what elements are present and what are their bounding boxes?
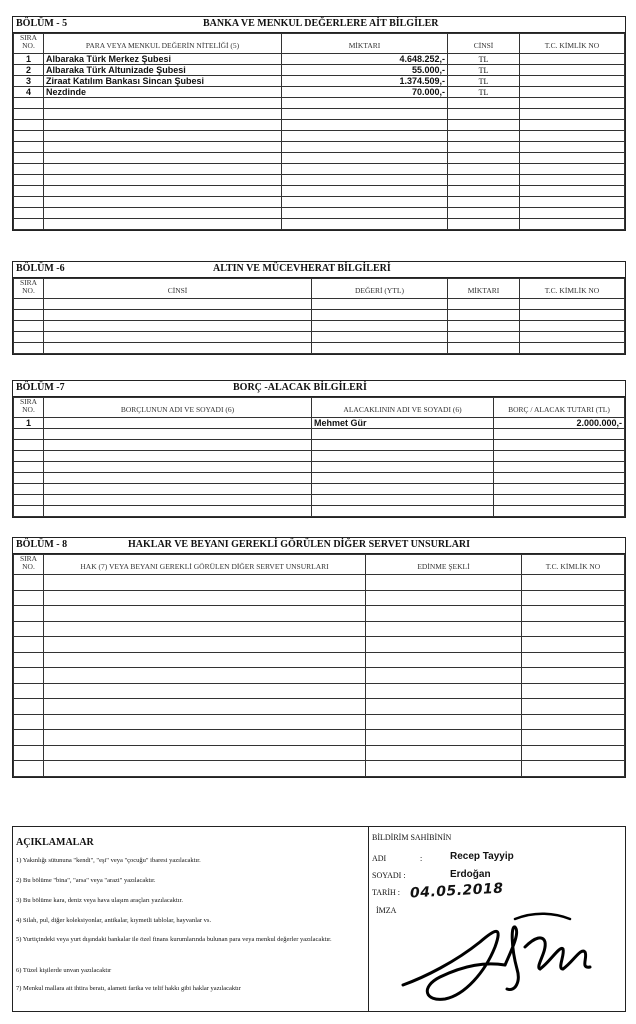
- name-value: Recep Tayyip: [450, 851, 514, 862]
- section-5-header: [13, 17, 625, 33]
- col-header-tutar: BORÇ / ALACAK TUTARI (TL): [494, 398, 625, 418]
- table-row: [14, 310, 625, 321]
- table-cell: [494, 506, 625, 517]
- signature-image: [385, 907, 620, 1007]
- asset-name: Nezdinde: [44, 87, 282, 98]
- table-row: [14, 668, 625, 684]
- notes-title: AÇIKLAMALAR: [16, 837, 94, 848]
- table-row: [14, 343, 625, 354]
- table-cell: [14, 575, 44, 591]
- table-cell: [282, 186, 448, 197]
- table-cell: [520, 153, 625, 164]
- note-item: 3) Bu bölüme kara, deniz veya hava ulaşım araçları yazılacaktır.: [16, 897, 183, 904]
- table-cell: [14, 175, 44, 186]
- table-row: [14, 637, 625, 653]
- note-item: 4) Silah, pul, diğer koleksiyonlar, antikalar, kıymetli tablolar, hayvanlar vs.: [16, 917, 212, 924]
- table-cell: [14, 299, 44, 310]
- table-row: [14, 109, 625, 120]
- row-number: 1: [14, 54, 44, 65]
- table-cell: [14, 451, 44, 462]
- creditor-name: Mehmet Gür: [312, 418, 494, 429]
- section-8-header: [13, 538, 625, 554]
- table-cell: [522, 606, 625, 622]
- section-7: [12, 380, 626, 518]
- table-cell: [312, 451, 494, 462]
- table-cell: [366, 683, 522, 699]
- table-cell: [366, 621, 522, 637]
- table-cell: [44, 186, 282, 197]
- table-header-row: [14, 398, 625, 418]
- table-row: [14, 473, 625, 484]
- table-cell: [522, 575, 625, 591]
- table-cell: [522, 621, 625, 637]
- col-header-deger: DEĞERİ (YTL): [312, 279, 448, 299]
- table-cell: [282, 120, 448, 131]
- table-row: [14, 495, 625, 506]
- note-item: 7) Menkul mallara ait ihtira beratı, alameti farika ve telif hakkı gibi haklar yazılacaktır: [16, 985, 241, 992]
- table-cell: [312, 506, 494, 517]
- table-row: [14, 714, 625, 730]
- table-cell: [282, 131, 448, 142]
- table-cell: [14, 429, 44, 440]
- table-cell: [14, 590, 44, 606]
- asset-currency: TL: [448, 54, 520, 65]
- table-row: [14, 131, 625, 142]
- table-cell: [44, 637, 366, 653]
- table-cell: [14, 98, 44, 109]
- table-row: [14, 76, 625, 87]
- col-header-tc: T.C. KİMLİK NO: [522, 555, 625, 575]
- table-row: [14, 164, 625, 175]
- table-cell: [520, 109, 625, 120]
- table-cell: [522, 761, 625, 777]
- section-8-number: BÖLÜM - 8: [16, 539, 68, 550]
- table-cell: [14, 484, 44, 495]
- table-cell: [44, 429, 312, 440]
- table-cell: [282, 219, 448, 230]
- section-8-table: [13, 554, 625, 777]
- table-cell: [520, 98, 625, 109]
- asset-currency: TL: [448, 76, 520, 87]
- table-row: [14, 98, 625, 109]
- asset-amount: 55.000,-: [282, 65, 448, 76]
- table-cell: [44, 714, 366, 730]
- table-row: [14, 142, 625, 153]
- note-item: 6) Tüzel kişilerde unvan yazılacaktır: [16, 967, 112, 974]
- table-row: [14, 730, 625, 746]
- table-cell: [44, 343, 312, 354]
- table-cell: [312, 473, 494, 484]
- table-cell: [520, 299, 625, 310]
- table-cell: [522, 714, 625, 730]
- note-item: 2) Bu bölüme "bina", "arsa" veya "arazi" yazılacaktır.: [16, 877, 156, 884]
- table-cell: [14, 186, 44, 197]
- table-header-row: [14, 279, 625, 299]
- asset-name: Albaraka Türk Altunizade Şubesi: [44, 65, 282, 76]
- section-7-title: BORÇ -ALACAK BİLGİLERİ: [233, 382, 367, 393]
- col-header-borclu: BORÇLUNUN ADI VE SOYADI (6): [44, 398, 312, 418]
- table-cell: [14, 495, 44, 506]
- table-cell: [522, 637, 625, 653]
- table-cell: [448, 164, 520, 175]
- table-cell: [14, 343, 44, 354]
- row-number: 3: [14, 76, 44, 87]
- surname-label: SOYADI :: [372, 871, 406, 880]
- asset-amount: 70.000,-: [282, 87, 448, 98]
- table-cell: [522, 745, 625, 761]
- table-cell: [366, 714, 522, 730]
- table-cell: [44, 506, 312, 517]
- table-cell: [14, 714, 44, 730]
- table-cell: [520, 175, 625, 186]
- row-number: 2: [14, 65, 44, 76]
- table-cell: [14, 652, 44, 668]
- table-cell: [14, 332, 44, 343]
- notes-panel: [13, 827, 369, 1011]
- table-cell: [44, 451, 312, 462]
- table-cell: [312, 332, 448, 343]
- table-cell: [366, 606, 522, 622]
- table-cell: [520, 219, 625, 230]
- section-8-title: HAKLAR VE BEYANI GEREKLİ GÖRÜLEN DİĞER SERVET UNSURLARI: [128, 539, 471, 550]
- table-cell: [448, 343, 520, 354]
- table-cell: [494, 473, 625, 484]
- table-cell: [448, 186, 520, 197]
- row-number: 1: [14, 418, 44, 429]
- table-cell: [312, 440, 494, 451]
- table-cell: [14, 637, 44, 653]
- table-cell: [366, 699, 522, 715]
- section-5: [12, 16, 626, 231]
- table-cell: [494, 495, 625, 506]
- table-cell: [520, 131, 625, 142]
- table-cell: [366, 668, 522, 684]
- table-cell: [14, 321, 44, 332]
- section-6-number: BÖLÜM -6: [16, 263, 65, 274]
- table-row: [14, 621, 625, 637]
- table-row: [14, 65, 625, 76]
- table-cell: [44, 321, 312, 332]
- table-cell: [282, 164, 448, 175]
- asset-currency: TL: [448, 65, 520, 76]
- table-cell: [494, 440, 625, 451]
- table-cell: [44, 473, 312, 484]
- table-cell: [44, 109, 282, 120]
- table-cell: [44, 219, 282, 230]
- table-cell: [14, 473, 44, 484]
- table-row: [14, 745, 625, 761]
- table-cell: [448, 310, 520, 321]
- table-row: [14, 451, 625, 462]
- table-cell: [520, 164, 625, 175]
- asset-currency: TL: [448, 87, 520, 98]
- table-row: [14, 175, 625, 186]
- table-cell: [44, 310, 312, 321]
- table-cell: [14, 208, 44, 219]
- table-cell: [44, 484, 312, 495]
- note-item: 1) Yakınlığı sütununa "kendi", "eşi" veya "çocuğu" ibaresi yazılacaktır.: [16, 857, 201, 864]
- table-cell: [312, 495, 494, 506]
- table-cell: [44, 621, 366, 637]
- table-header-row: [14, 34, 625, 54]
- col-header-alacakli: ALACAKLININ ADI VE SOYADI (6): [312, 398, 494, 418]
- row-number: 4: [14, 87, 44, 98]
- table-cell: [448, 109, 520, 120]
- table-cell: [448, 131, 520, 142]
- table-cell: [494, 429, 625, 440]
- table-cell: [366, 590, 522, 606]
- table-cell: [282, 175, 448, 186]
- table-cell: [282, 109, 448, 120]
- table-row: [14, 197, 625, 208]
- table-cell: [282, 153, 448, 164]
- table-cell: [14, 440, 44, 451]
- table-cell: [520, 310, 625, 321]
- table-cell: [312, 299, 448, 310]
- col-header-miktar: MİKTARI: [282, 34, 448, 54]
- table-row: [14, 429, 625, 440]
- table-cell: [520, 197, 625, 208]
- col-header-sira: SIRA NO.: [14, 555, 44, 575]
- table-row: [14, 120, 625, 131]
- section-8: [12, 537, 626, 778]
- col-header-sira: SIRA NO.: [14, 279, 44, 299]
- table-cell: [14, 219, 44, 230]
- table-row: [14, 462, 625, 473]
- table-row: [14, 299, 625, 310]
- table-row: [14, 208, 625, 219]
- asset-name: Ziraat Katılım Bankası Sincan Şubesi: [44, 76, 282, 87]
- table-cell: [494, 484, 625, 495]
- table-cell: [282, 98, 448, 109]
- table-cell: [44, 197, 282, 208]
- table-row: [14, 54, 625, 65]
- table-cell: [14, 109, 44, 120]
- col-header-cinsi: CİNSİ: [448, 34, 520, 54]
- table-cell: [44, 495, 312, 506]
- table-cell: [522, 683, 625, 699]
- table-cell: [448, 142, 520, 153]
- col-header-cinsi: CİNSİ: [44, 279, 312, 299]
- asset-amount: 1.374.509,-: [282, 76, 448, 87]
- table-cell: [312, 321, 448, 332]
- debt-amount: 2.000.000,-: [494, 418, 625, 429]
- table-cell: [14, 153, 44, 164]
- table-cell: [282, 208, 448, 219]
- table-cell: [282, 197, 448, 208]
- table-row: [14, 219, 625, 230]
- table-cell: [522, 652, 625, 668]
- declarant-panel: [370, 827, 624, 1011]
- table-cell: [312, 429, 494, 440]
- section-6-title: ALTIN VE MÜCEVHERAT BİLGİLERİ: [213, 263, 391, 274]
- table-cell: [14, 120, 44, 131]
- table-cell: [520, 321, 625, 332]
- table-row: [14, 761, 625, 777]
- table-cell: [448, 175, 520, 186]
- table-cell: [448, 98, 520, 109]
- table-cell: [14, 699, 44, 715]
- table-row: [14, 186, 625, 197]
- section-7-number: BÖLÜM -7: [16, 382, 65, 393]
- table-cell: [14, 131, 44, 142]
- col-header-tc: T.C. KİMLİK NO: [520, 279, 625, 299]
- table-cell: [522, 590, 625, 606]
- date-label: TARİH :: [372, 888, 401, 897]
- section-6-header: [13, 262, 625, 278]
- tc-kimlik-no: [520, 54, 625, 65]
- table-row: [14, 332, 625, 343]
- table-row: [14, 440, 625, 451]
- table-row: [14, 575, 625, 591]
- table-cell: [494, 462, 625, 473]
- table-cell: [14, 310, 44, 321]
- section-6: [12, 261, 626, 355]
- table-cell: [312, 310, 448, 321]
- section-6-table: [13, 278, 625, 354]
- asset-name: Albaraka Türk Merkez Şubesi: [44, 54, 282, 65]
- table-cell: [448, 332, 520, 343]
- table-cell: [44, 683, 366, 699]
- table-row: [14, 652, 625, 668]
- table-cell: [44, 153, 282, 164]
- table-cell: [448, 120, 520, 131]
- table-cell: [520, 186, 625, 197]
- table-cell: [44, 668, 366, 684]
- table-cell: [448, 299, 520, 310]
- table-row: [14, 683, 625, 699]
- table-row: [14, 506, 625, 517]
- table-header-row: [14, 555, 625, 575]
- asset-amount: 4.648.252,-: [282, 54, 448, 65]
- table-cell: [522, 699, 625, 715]
- table-row: [14, 699, 625, 715]
- table-cell: [14, 462, 44, 473]
- table-cell: [44, 745, 366, 761]
- col-header-sira: SIRA NO.: [14, 398, 44, 418]
- col-header-tc: T.C. KİMLİK NO: [520, 34, 625, 54]
- table-cell: [312, 484, 494, 495]
- section-7-header: [13, 381, 625, 397]
- table-cell: [448, 197, 520, 208]
- table-cell: [14, 761, 44, 777]
- col-header-miktar: MİKTARI: [448, 279, 520, 299]
- table-cell: [448, 321, 520, 332]
- note-item: 5) Yurtiçindeki veya yurt dışındaki bankalar ile özel finans kurumlarında bulunan para veya menkul değerler yazılacaktır.: [16, 936, 332, 943]
- table-cell: [520, 142, 625, 153]
- table-row: [14, 590, 625, 606]
- table-cell: [14, 142, 44, 153]
- table-cell: [44, 761, 366, 777]
- section-5-title: BANKA VE MENKUL DEĞERLERE AİT BİLGİLER: [203, 18, 439, 29]
- table-cell: [14, 668, 44, 684]
- table-cell: [44, 164, 282, 175]
- table-row: [14, 87, 625, 98]
- table-cell: [44, 440, 312, 451]
- col-header-hak: HAK (7) VEYA BEYANI GEREKLİ GÖRÜLEN DİĞER SERVET UNSURLARI: [44, 555, 366, 575]
- table-row: [14, 321, 625, 332]
- table-cell: [520, 120, 625, 131]
- table-cell: [312, 343, 448, 354]
- table-row: [14, 418, 625, 429]
- table-cell: [366, 730, 522, 746]
- table-cell: [44, 299, 312, 310]
- table-cell: [44, 699, 366, 715]
- tc-kimlik-no: [520, 76, 625, 87]
- table-cell: [14, 621, 44, 637]
- table-cell: [44, 606, 366, 622]
- col-header-nitelik: PARA VEYA MENKUL DEĞERİN NİTELİĞİ (5): [44, 34, 282, 54]
- table-cell: [366, 652, 522, 668]
- table-cell: [522, 730, 625, 746]
- table-cell: [520, 332, 625, 343]
- table-cell: [366, 637, 522, 653]
- table-cell: [14, 683, 44, 699]
- date-value: 04.05.2018: [409, 880, 504, 902]
- table-cell: [14, 506, 44, 517]
- col-header-edinme: EDİNME ŞEKLİ: [366, 555, 522, 575]
- table-cell: [522, 668, 625, 684]
- table-cell: [44, 332, 312, 343]
- table-cell: [14, 164, 44, 175]
- table-cell: [44, 208, 282, 219]
- table-cell: [312, 462, 494, 473]
- table-cell: [448, 208, 520, 219]
- table-cell: [366, 761, 522, 777]
- table-cell: [520, 343, 625, 354]
- table-cell: [44, 142, 282, 153]
- surname-value: Erdoğan: [450, 869, 491, 880]
- table-row: [14, 484, 625, 495]
- table-cell: [494, 451, 625, 462]
- name-label: ADI: [372, 854, 387, 863]
- table-row: [14, 153, 625, 164]
- table-cell: [44, 175, 282, 186]
- section-7-table: [13, 397, 625, 517]
- declarant-heading: BİLDİRİM SAHİBİNİN: [372, 833, 452, 842]
- table-cell: [44, 575, 366, 591]
- name-colon: :: [420, 854, 423, 863]
- tc-kimlik-no: [520, 87, 625, 98]
- table-cell: [520, 208, 625, 219]
- table-cell: [44, 462, 312, 473]
- notes-box: [12, 826, 626, 1012]
- table-cell: [44, 98, 282, 109]
- col-header-sira: SIRA NO.: [14, 34, 44, 54]
- table-row: [14, 606, 625, 622]
- table-cell: [44, 131, 282, 142]
- table-cell: [14, 745, 44, 761]
- section-5-table: [13, 33, 625, 230]
- tc-kimlik-no: [520, 65, 625, 76]
- table-cell: [366, 745, 522, 761]
- table-cell: [44, 730, 366, 746]
- table-cell: [14, 730, 44, 746]
- table-cell: [44, 652, 366, 668]
- table-cell: [44, 590, 366, 606]
- debtor-name: [44, 418, 312, 429]
- table-cell: [282, 142, 448, 153]
- section-5-number: BÖLÜM - 5: [16, 18, 68, 29]
- table-cell: [44, 120, 282, 131]
- table-cell: [448, 153, 520, 164]
- table-cell: [366, 575, 522, 591]
- signature-label: İMZA: [376, 906, 397, 915]
- table-cell: [448, 219, 520, 230]
- table-cell: [14, 197, 44, 208]
- table-cell: [14, 606, 44, 622]
